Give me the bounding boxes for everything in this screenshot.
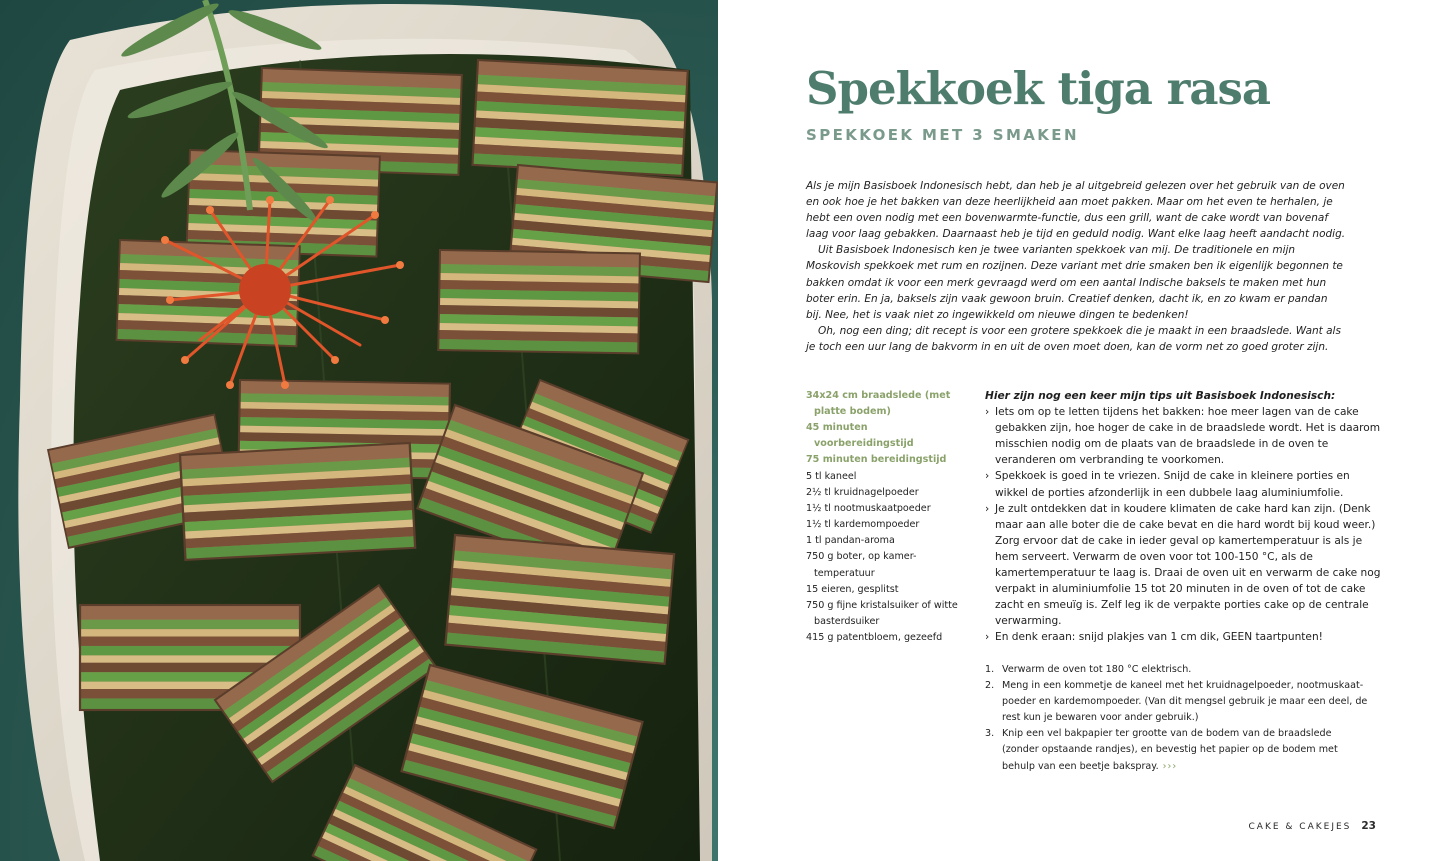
ingredient-item: 750 g boter, op kamer-temperatuur (806, 551, 917, 579)
meta-prep-time: 45 minuten voorbereidingstijd (806, 422, 914, 450)
meta-equipment: 34x24 cm braadslede (met platte bodem) (806, 390, 951, 418)
tip-text: Spekkoek is goed in te vriezen. Snijd de cake in kleinere porties en wikkel de porties afzonderlijk in een dubbele laag aluminiumfolie. (995, 470, 1350, 499)
tip-marker: › (985, 502, 990, 515)
meta-cook-time: 75 minuten bereidingstijd (806, 454, 947, 466)
ingredient-item: 1½ tl kardemompoeder (806, 519, 920, 531)
recipe-subtitle: SPEKKOEK MET 3 SMAKEN (806, 126, 1079, 144)
photo-illustration (0, 0, 718, 861)
ingredient-item: 415 g patentbloem, gezeefd (806, 631, 943, 643)
step-item (985, 662, 1369, 678)
step-item (985, 726, 1369, 774)
tip-text: Iets om op te letten tijdens het bakken: hoe meer lagen van de cake gebakken zijn, hoe hoger de cake in de braadslede wordt. Het is daarom misschien nodig om de plaats van de braadslede in de oven te veranderen om verbranding te voorkomen. (995, 406, 1381, 467)
ingredient-item: 750 g fijne kristalsuiker of witte basterdsuiker (806, 599, 958, 627)
tip-text: Je zult ontdekken dat in koudere klimaten de cake hard kan zijn. (Denk maar aan alle boter die de cake bevat en die hard wordt bij koud weer.) Zorg ervoor dat de cake in ieder geval op kamertemperatuur is als je hem serveert. Verwarm de oven voor tot 100-150 °C, als de kamertemperatuur te laag is. Draai de oven uit en verwarm de cake nog verpakt in aluminiumfolie 15 tot 20 minuten in de oven of tot de cake zacht en smeuïg is. Zelf leg ik de verpakte porties cake op de centrale verwarming. (995, 502, 1381, 628)
tips-heading: Hier zijn nog een keer mijn tips uit Basisboek Indonesisch: (985, 390, 1336, 402)
recipe-meta (806, 388, 966, 468)
intro-paragraph: Uit Basisboek Indonesisch ken je twee varianten spekkoek van mij. De traditionele en mijn Moskovish spekkoek met rum en rozijnen. Deze variant met drie smaken ben ik eigenlijk begonnen te bakken omdat ik voor een merk gevraagd werd om een aantal Indische baksels te maken met hun boter erin. En ja, baksels zijn vaak gewoon bruin. Creatief denken, dacht ik, en zo kwam er pandan bij. Nee, het is vaak niet zo ingewikkeld om nieuwe dingen te bedenken! (806, 244, 1343, 321)
ingredient-item: 1½ tl nootmuskaatpoeder (806, 503, 931, 515)
recipe-intro (806, 178, 1346, 355)
recipe-title: Spekkoek tiga rasa (806, 62, 1270, 115)
tip-marker: › (985, 406, 990, 419)
step-number: 3. (985, 728, 995, 740)
intro-paragraph: Oh, nog een ding; dit recept is voor een grotere spekkoek die je maakt in een braadslede. Want als je toch een uur lang de bakvorm in en uit de oven moet doen, kan de vorm net zo goed groter zijn. (806, 324, 1341, 353)
steps-list (985, 662, 1369, 775)
tip-item (985, 629, 1385, 645)
continue-marker: ››› (1162, 760, 1178, 772)
step-number: 1. (985, 664, 995, 675)
tip-item (985, 501, 1385, 630)
step-item (985, 678, 1369, 726)
tip-marker: › (985, 631, 990, 644)
ingredient-item: 1 tl pandan-aroma (806, 535, 895, 547)
ingredient-item: 5 tl kaneel (806, 471, 857, 482)
tip-text: En denk eraan: snijd plakjes van 1 cm dik, GEEN taartpunten! (995, 631, 1323, 644)
tip-item (985, 404, 1385, 468)
step-number: 2. (985, 680, 995, 692)
ingredient-list (806, 469, 966, 646)
intro-paragraph: Als je mijn Basisboek Indonesisch hebt, dan heb je al uitgebreid gelezen over het gebruik van de oven en ook hoe je het bakken van deze heerlijkheid aan moet pakken. Maar om het even te herhalen, je hebt een oven nodig met een bovenwarmte-functie, dus een grill, want de cake wordt van bovenaf laag voor laag gebakken. Daarnaast heb je tijd en geduld nodig. Want elke laag heeft aandacht nodig. (806, 180, 1346, 241)
page-footer (1249, 820, 1376, 832)
step-text: Knip een vel bakpapier ter grootte van de bodem van de braadslede (zonder opstaande randjes), en bevestig het papier op de bodem met behulp van een beetje bakspray. (1002, 728, 1338, 772)
spekkoek-photo (0, 0, 718, 861)
step-text: Meng in een kommetje de kaneel met het kruidnagelpoeder, nootmuskaat-poeder en kardemompoeder. (Van dit mengsel gebruik je maar een deel, de rest kun je bewaren voor ander gebruik.) (1002, 680, 1368, 724)
page-number: 23 (1361, 820, 1376, 832)
step-text: Verwarm de oven tot 180 °C elektrisch. (1002, 664, 1192, 675)
tip-item (985, 468, 1385, 500)
tips-list (985, 404, 1385, 645)
ingredient-item: 2½ tl kruidnagelpoeder (806, 487, 919, 499)
ingredient-item: 15 eieren, gesplitst (806, 583, 899, 595)
section-name: CAKE & CAKEJES (1248, 822, 1352, 832)
tip-marker: › (985, 470, 990, 483)
method-steps (985, 662, 1369, 775)
tips-section (985, 388, 1385, 646)
